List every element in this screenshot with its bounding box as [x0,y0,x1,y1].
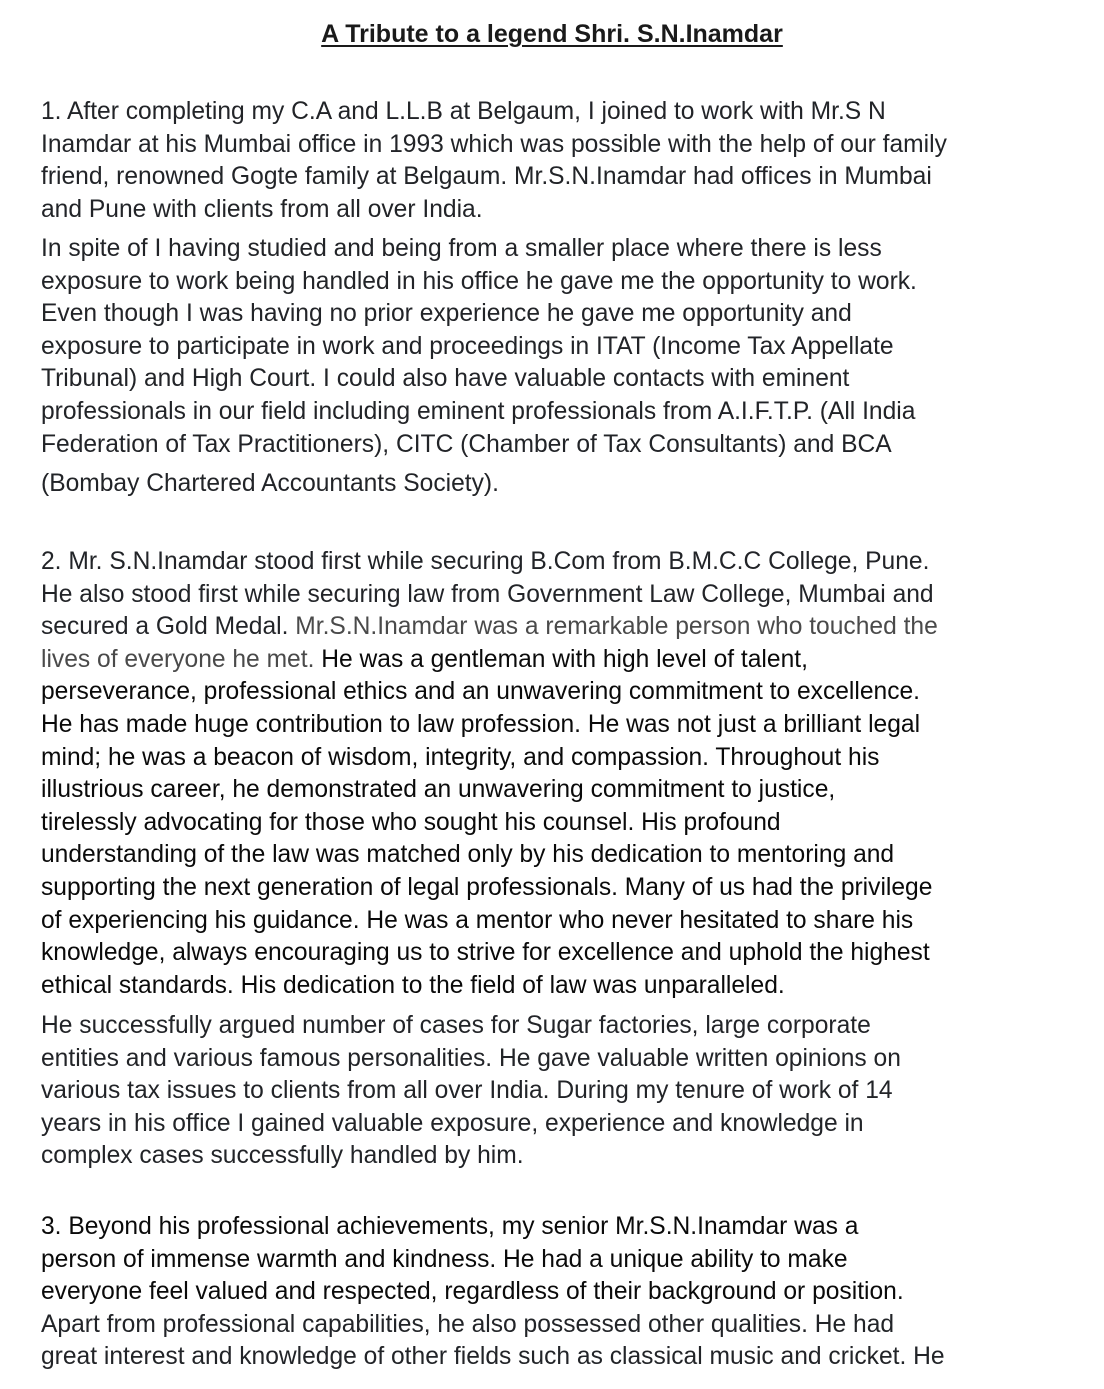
text-line [41,161,1091,194]
text-segment: Even though I was having no prior experience he gave me opportunity and [41,300,852,328]
text-line [41,1140,1091,1173]
text-segment: perseverance, professional ethics and an unwavering commitment to excellence. [41,678,921,706]
text-segment: supporting the next generation of legal professionals. Many of us had the privilege [41,873,933,901]
text-line [41,1309,1091,1342]
text-line [41,1043,1091,1076]
text-segment: lives of everyone he met. [41,645,322,673]
text-segment: mind; he was a beacon of wisdom, integrity, and compassion. Throughout his [41,743,880,771]
text-segment: secured a Gold Medal. [41,613,296,641]
text-segment: 3. Beyond his professional achievements, my senior Mr.S.N.Inamdar was a [41,1213,859,1240]
document-title: A Tribute to a legend Shri. S.N.Inamdar [321,20,783,48]
text-segment: and Pune with clients from all over India. [41,195,483,223]
text-segment: years in his office I gained valuable exposure, experience and knowledge in [41,1109,864,1137]
text-line [41,1075,1091,1108]
paragraph-2-continued [41,1010,1091,1173]
text-line [41,644,1091,677]
text-line [41,429,1091,462]
text-segment: knowledge, always encouraging us to strive for excellence and uphold the highest [41,939,930,967]
text-segment: tirelessly advocating for those who sought his counsel. His profound [41,808,781,836]
text-segment: various tax issues to clients from all over India. During my tenure of work of 14 [41,1077,893,1105]
text-line [41,579,1091,612]
text-line [41,905,1091,938]
text-line [41,266,1091,299]
text-line [41,742,1091,775]
text-line [41,709,1091,742]
text-line [41,396,1091,429]
text-segment: Inamdar at his Mumbai office in 1993 which was possible with the help of our family [41,130,947,158]
text-segment: exposure to work being handled in his office he gave me the opportunity to work. [41,267,917,295]
text-segment: entities and various famous personalities. He gave valuable written opinions on [41,1044,901,1072]
text-line [41,774,1091,807]
text-line [41,676,1091,709]
text-segment: complex cases successfully handled by him. [41,1142,524,1170]
text-segment: He has made huge contribution to law profession. He was not just a brilliant legal [41,710,921,738]
text-segment: person of immense warmth and kindness. He had a unique ability to make [41,1245,848,1273]
text-line [41,194,1091,227]
text-line [41,468,1091,501]
text-segment: He successfully argued number of cases for Sugar factories, large corporate [41,1012,871,1039]
paragraph-1 [41,96,1091,226]
text-segment: friend, renowned Gogte family at Belgaum. Mr.S.N.Inamdar had offices in Mumbai [41,163,932,191]
text-line [41,298,1091,331]
text-segment: (Bombay Chartered Accountants Society). [41,470,499,498]
text-segment: 1. After completing my C.A and L.L.B at Belgaum, I joined to work with Mr.S N [41,98,886,125]
text-line [41,1108,1091,1141]
text-segment: exposure to participate in work and proceedings in ITAT (Income Tax Appellate [41,332,894,360]
text-segment: ethical standards. His dedication to the field of law was unparalleled. [41,971,785,999]
text-line [41,1244,1091,1277]
text-line [41,331,1091,364]
text-line [41,937,1091,970]
text-segment: He also stood first while securing law from Government Law College, Mumbai and [41,580,934,608]
text-segment: professionals in our field including eminent professionals from A.I.F.T.P. (All India [41,397,916,425]
text-line [41,546,1091,579]
text-segment: Mr.S.N.Inamdar was a remarkable person who touched the [295,613,938,641]
text-line [41,1276,1091,1309]
text-segment: understanding of the law was matched only by his dedication to mentoring and [41,841,895,869]
text-segment: Apart from professional capabilities, he also possessed other qualities. He had [41,1310,895,1338]
text-line [41,1010,1091,1043]
text-segment: Federation of Tax Practitioners), CITC (Chamber of Tax Consultants) and BCA [41,430,892,458]
text-segment: He was a gentleman with high level of talent, [321,645,808,673]
text-line [41,807,1091,840]
text-line [41,1341,1091,1374]
text-segment: of experiencing his guidance. He was a mentor who never hesitated to share his [41,906,914,934]
text-line [41,872,1091,905]
paragraph-2 [41,546,1091,1002]
text-segment: Tribunal) and High Court. I could also have valuable contacts with eminent [41,365,850,393]
paragraph-1-continued [41,233,1091,501]
text-line [41,363,1091,396]
text-segment: illustrious career, he demonstrated an unwavering commitment to justice, [41,776,836,804]
text-segment: 2. Mr. S.N.Inamdar stood first while securing B.Com from B.M.C.C College, Pune. [41,548,930,575]
text-line [41,1211,1091,1244]
text-segment: In spite of I having studied and being from a smaller place where there is less [41,235,882,262]
text-line [41,970,1091,1003]
text-line [41,96,1091,129]
text-segment: great interest and knowledge of other fields such as classical music and cricket. He [41,1343,945,1371]
text-segment: everyone feel valued and respected, regardless of their background or position. [41,1278,904,1306]
text-line [41,839,1091,872]
text-line [41,129,1091,162]
text-line [41,233,1091,266]
text-line [41,611,1091,644]
paragraph-3 [41,1211,1091,1374]
